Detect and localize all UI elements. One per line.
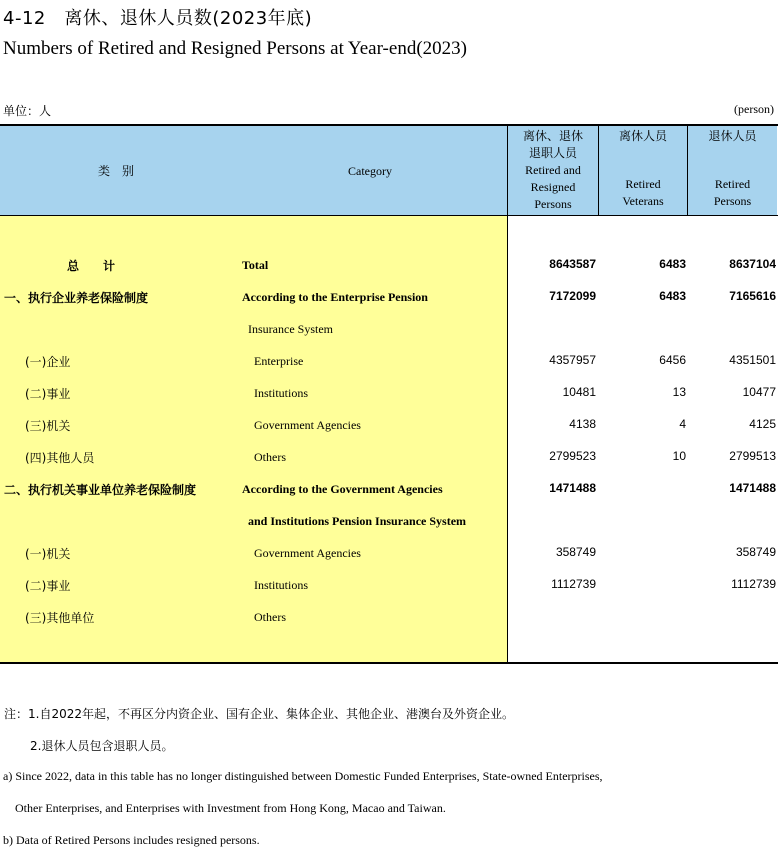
- row-label-chinese: 一、执行企业养老保险制度: [4, 291, 149, 305]
- row-label-english: Government Agencies: [254, 418, 361, 432]
- cell-c1: 1112739: [551, 577, 596, 591]
- cell-c2: 6456: [659, 353, 686, 367]
- row-label-chinese: (三)机关: [25, 419, 71, 433]
- table-header-rule: [0, 215, 778, 216]
- table-top-rule: [0, 124, 778, 126]
- row-label-english: Total: [242, 258, 269, 272]
- cell-c2: 10: [672, 449, 686, 463]
- header-col3-english: Retired Persons: [713, 177, 752, 208]
- cell-c3: 2799513: [729, 449, 776, 463]
- cell-c1: 1471488: [549, 481, 596, 495]
- unit-english: (person): [734, 102, 774, 116]
- cell-c3: 1112739: [731, 577, 776, 591]
- row-label-english: Insurance System: [248, 322, 333, 336]
- cell-c3: 1471488: [729, 481, 776, 495]
- cell-c2: 4: [679, 417, 686, 431]
- row-label-chinese: (三)其他单位: [25, 611, 95, 625]
- header-col2-chinese: 离休人员: [618, 129, 667, 143]
- row-label-chinese: (四)其他人员: [25, 451, 95, 465]
- row-label-english: Others: [254, 610, 286, 624]
- title-chinese: 4-12 离休、退休人员数(2023年底): [3, 8, 313, 29]
- row-label-chinese: (一)企业: [25, 355, 71, 369]
- cell-c1: 358749: [555, 545, 596, 559]
- row-label-english: and Institutions Pension Insurance System: [248, 514, 467, 528]
- unit-chinese: 单位：人: [3, 104, 52, 118]
- cell-c1: 2799523: [549, 449, 596, 463]
- table-bottom-rule: [0, 662, 778, 664]
- cell-c3: 7165616: [729, 289, 776, 303]
- cell-c3: 358749: [735, 545, 776, 559]
- cell-c1: 7172099: [549, 289, 596, 303]
- title-english: Numbers of Retired and Resigned Persons at Year-end(2023): [3, 38, 467, 59]
- row-label-chinese: (一)机关: [25, 547, 71, 561]
- cell-c1: 10481: [562, 385, 596, 399]
- note-2-chinese: 2.退休人员包含退职人员。: [30, 739, 174, 753]
- row-label-chinese: 二、执行机关事业单位养老保险制度: [4, 483, 197, 497]
- cell-c2: 6483: [659, 257, 686, 271]
- row-label-chinese: (二)事业: [25, 579, 71, 593]
- header-col1-chinese: 离休、退休 退职人员: [522, 129, 583, 160]
- cell-c1: 4138: [569, 417, 596, 431]
- cell-c2: 13: [672, 385, 686, 399]
- header-col1-english: Retired and Resigned Persons: [525, 163, 581, 211]
- cell-c3: 8637104: [729, 257, 776, 271]
- row-label-english: According to the Enterprise Pension: [242, 290, 428, 304]
- note-1-chinese: 注：1.自2022年起，不再区分内资企业、国有企业、集体企业、其他企业、港澳台及外资企业。: [4, 707, 514, 721]
- note-b-english: b) Data of Retired Persons includes resigned persons.: [3, 833, 260, 847]
- row-label-english: Others: [254, 450, 286, 464]
- header-col3-chinese: 退休人员: [708, 129, 757, 143]
- cell-c2: 6483: [659, 289, 686, 303]
- header-category-english: Category: [348, 164, 392, 178]
- cell-c3: 4125: [749, 417, 776, 431]
- row-label-english: According to the Government Agencies: [242, 482, 443, 496]
- note-a-english-line2: Other Enterprises, and Enterprises with Investment from Hong Kong, Macao and Taiwan.: [15, 801, 446, 815]
- row-label-english: Enterprise: [254, 354, 304, 368]
- cell-c3: 4351501: [729, 353, 776, 367]
- row-label-chinese: 总 计: [67, 259, 116, 273]
- cell-c1: 4357957: [549, 353, 596, 367]
- cell-c3: 10477: [742, 385, 776, 399]
- header-col2-english: Retired Veterans: [622, 177, 664, 208]
- row-label-chinese: (二)事业: [25, 387, 71, 401]
- row-label-english: Institutions: [254, 578, 309, 592]
- row-label-english: Government Agencies: [254, 546, 361, 560]
- note-a-english-line1: a) Since 2022, data in this table has no longer distinguished between Domestic Funded Enterprises, State-owned Enterprises,: [3, 769, 603, 783]
- cell-c1: 8643587: [549, 257, 596, 271]
- table-body-category-background: [0, 216, 507, 662]
- row-label-english: Institutions: [254, 386, 309, 400]
- header-category-chinese: 类 别: [98, 164, 135, 178]
